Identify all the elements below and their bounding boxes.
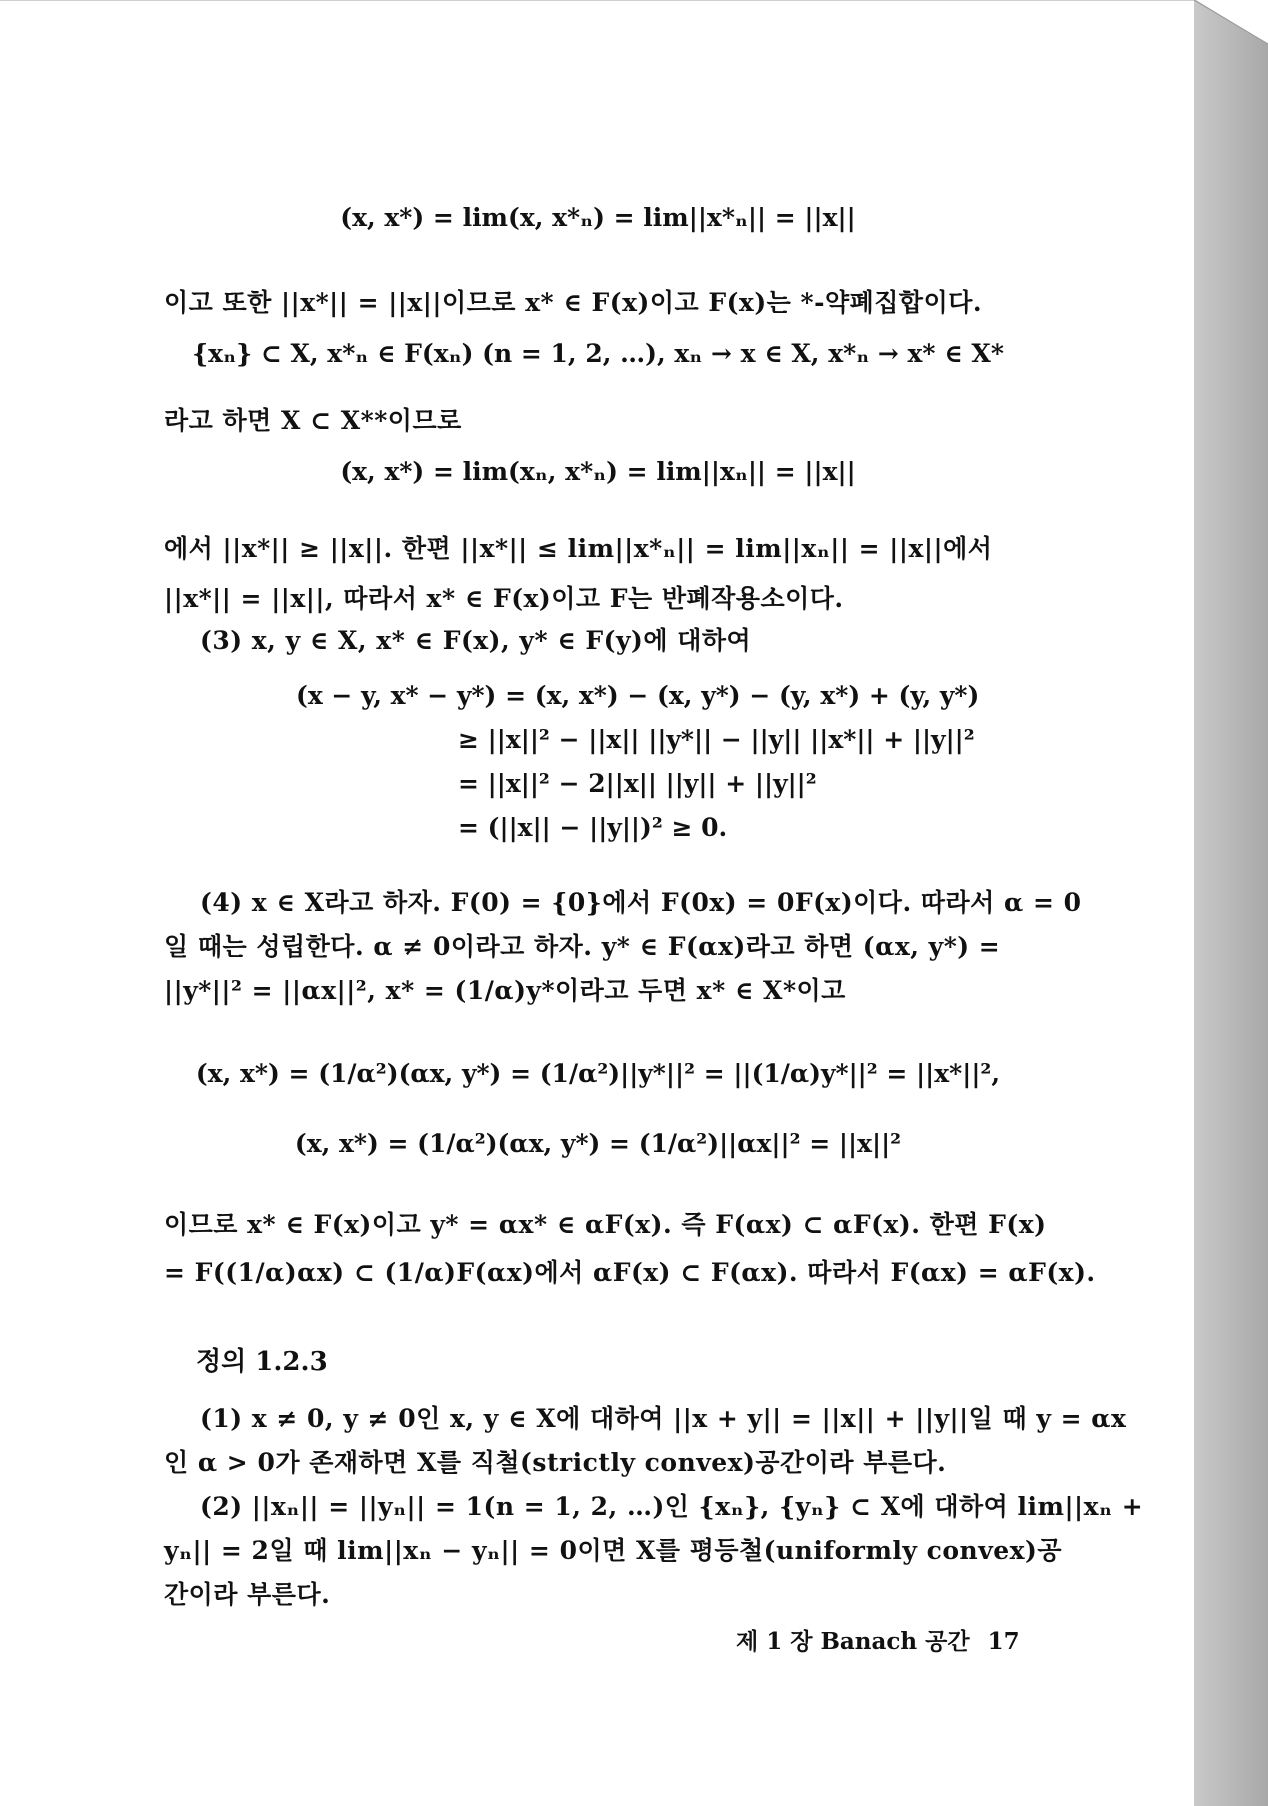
definition-line-4: yₙ|| = 2일 때 lim||xₙ − yₙ|| = 0이면 X를 평등철(uniformly convex)공	[164, 1536, 1063, 1565]
text-line-8: ||y*||² = ||αx||², x* = (1/α)y*이라고 두면 x* ∈ X*이고	[164, 976, 846, 1005]
text-line-4: ||x*|| = ||x||, 따라서 x* ∈ F(x)이고 F는 반폐작용소이다.	[164, 584, 844, 613]
definition-line-1: (1) x ≠ 0, y ≠ 0인 x, y ∈ X에 대하여 ||x + y|| = ||x|| + ||y||일 때 y = αx	[200, 1404, 1127, 1433]
definition-heading: 정의 1.2.3	[196, 1347, 328, 1377]
equation-4a: (x − y, x* − y*) = (x, x*) − (x, y*) − (y, x*) + (y, y*)	[296, 681, 980, 710]
definition-line-5: 간이라 부른다.	[164, 1580, 331, 1609]
equation-4d: = (||x|| − ||y||)² ≥ 0.	[458, 813, 728, 842]
equation-1: (x, x*) = lim(x, x*ₙ) = lim||x*ₙ|| = ||x||	[340, 203, 856, 232]
text-line-10: = F((1/α)αx) ⊂ (1/α)F(αx)에서 αF(x) ⊂ F(αx). 따라서 F(αx) = αF(x).	[164, 1258, 1096, 1287]
book-edge-shading	[1194, 0, 1268, 1806]
equation-6: (x, x*) = (1/α²)(αx, y*) = (1/α²)||αx||² = ||x||²	[294, 1129, 902, 1158]
equation-2: {xₙ} ⊂ X, x*ₙ ∈ F(xₙ) (n = 1, 2, …), xₙ → x ∈ X, x*ₙ → x* ∈ X*	[192, 339, 1004, 368]
page-number: 17	[987, 1628, 1020, 1655]
text-line-6: (4) x ∈ X라고 하자. F(0) = {0}에서 F(0x) = 0F(x)이다. 따라서 α = 0	[200, 888, 1082, 917]
text-line-9: 이므로 x* ∈ F(x)이고 y* = αx* ∈ αF(x). 즉 F(αx) ⊂ αF(x). 한편 F(x)	[164, 1210, 1047, 1239]
text-line-1: 이고 또한 ||x*|| = ||x||이므로 x* ∈ F(x)이고 F(x)는 *-약폐집합이다.	[164, 288, 983, 317]
equation-5: (x, x*) = (1/α²)(αx, y*) = (1/α²)||y*||² = ||(1/α)y*||² = ||x*||²,	[195, 1059, 1001, 1088]
definition-line-3: (2) ||xₙ|| = ||yₙ|| = 1(n = 1, 2, …)인 {xₙ}, {yₙ} ⊂ X에 대하여 lim||xₙ +	[200, 1492, 1144, 1521]
text-line-5: (3) x, y ∈ X, x* ∈ F(x), y* ∈ F(y)에 대하여	[200, 626, 752, 655]
equation-3: (x, x*) = lim(xₙ, x*ₙ) = lim||xₙ|| = ||x||	[340, 457, 856, 486]
equation-4b: ≥ ||x||² − ||x|| ||y*|| − ||y|| ||x*|| + ||y||²	[458, 725, 975, 754]
text-line-3: 에서 ||x*|| ≥ ||x||. 한편 ||x*|| ≤ lim||x*ₙ|| = lim||xₙ|| = ||x||에서	[164, 534, 993, 563]
text-line-7: 일 때는 성립한다. α ≠ 0이라고 하자. y* ∈ F(αx)라고 하면 (αx, y*) =	[164, 932, 1001, 961]
definition-line-2: 인 α > 0가 존재하면 X를 직철(strictly convex)공간이라 부른다.	[164, 1448, 947, 1477]
page-footer	[736, 1623, 1020, 1656]
text-line-2: 라고 하면 X ⊂ X**이므로	[164, 406, 462, 435]
footer-chapter: 제 1 장 Banach 공간	[736, 1628, 970, 1655]
equation-4c: = ||x||² − 2||x|| ||y|| + ||y||²	[458, 769, 817, 798]
